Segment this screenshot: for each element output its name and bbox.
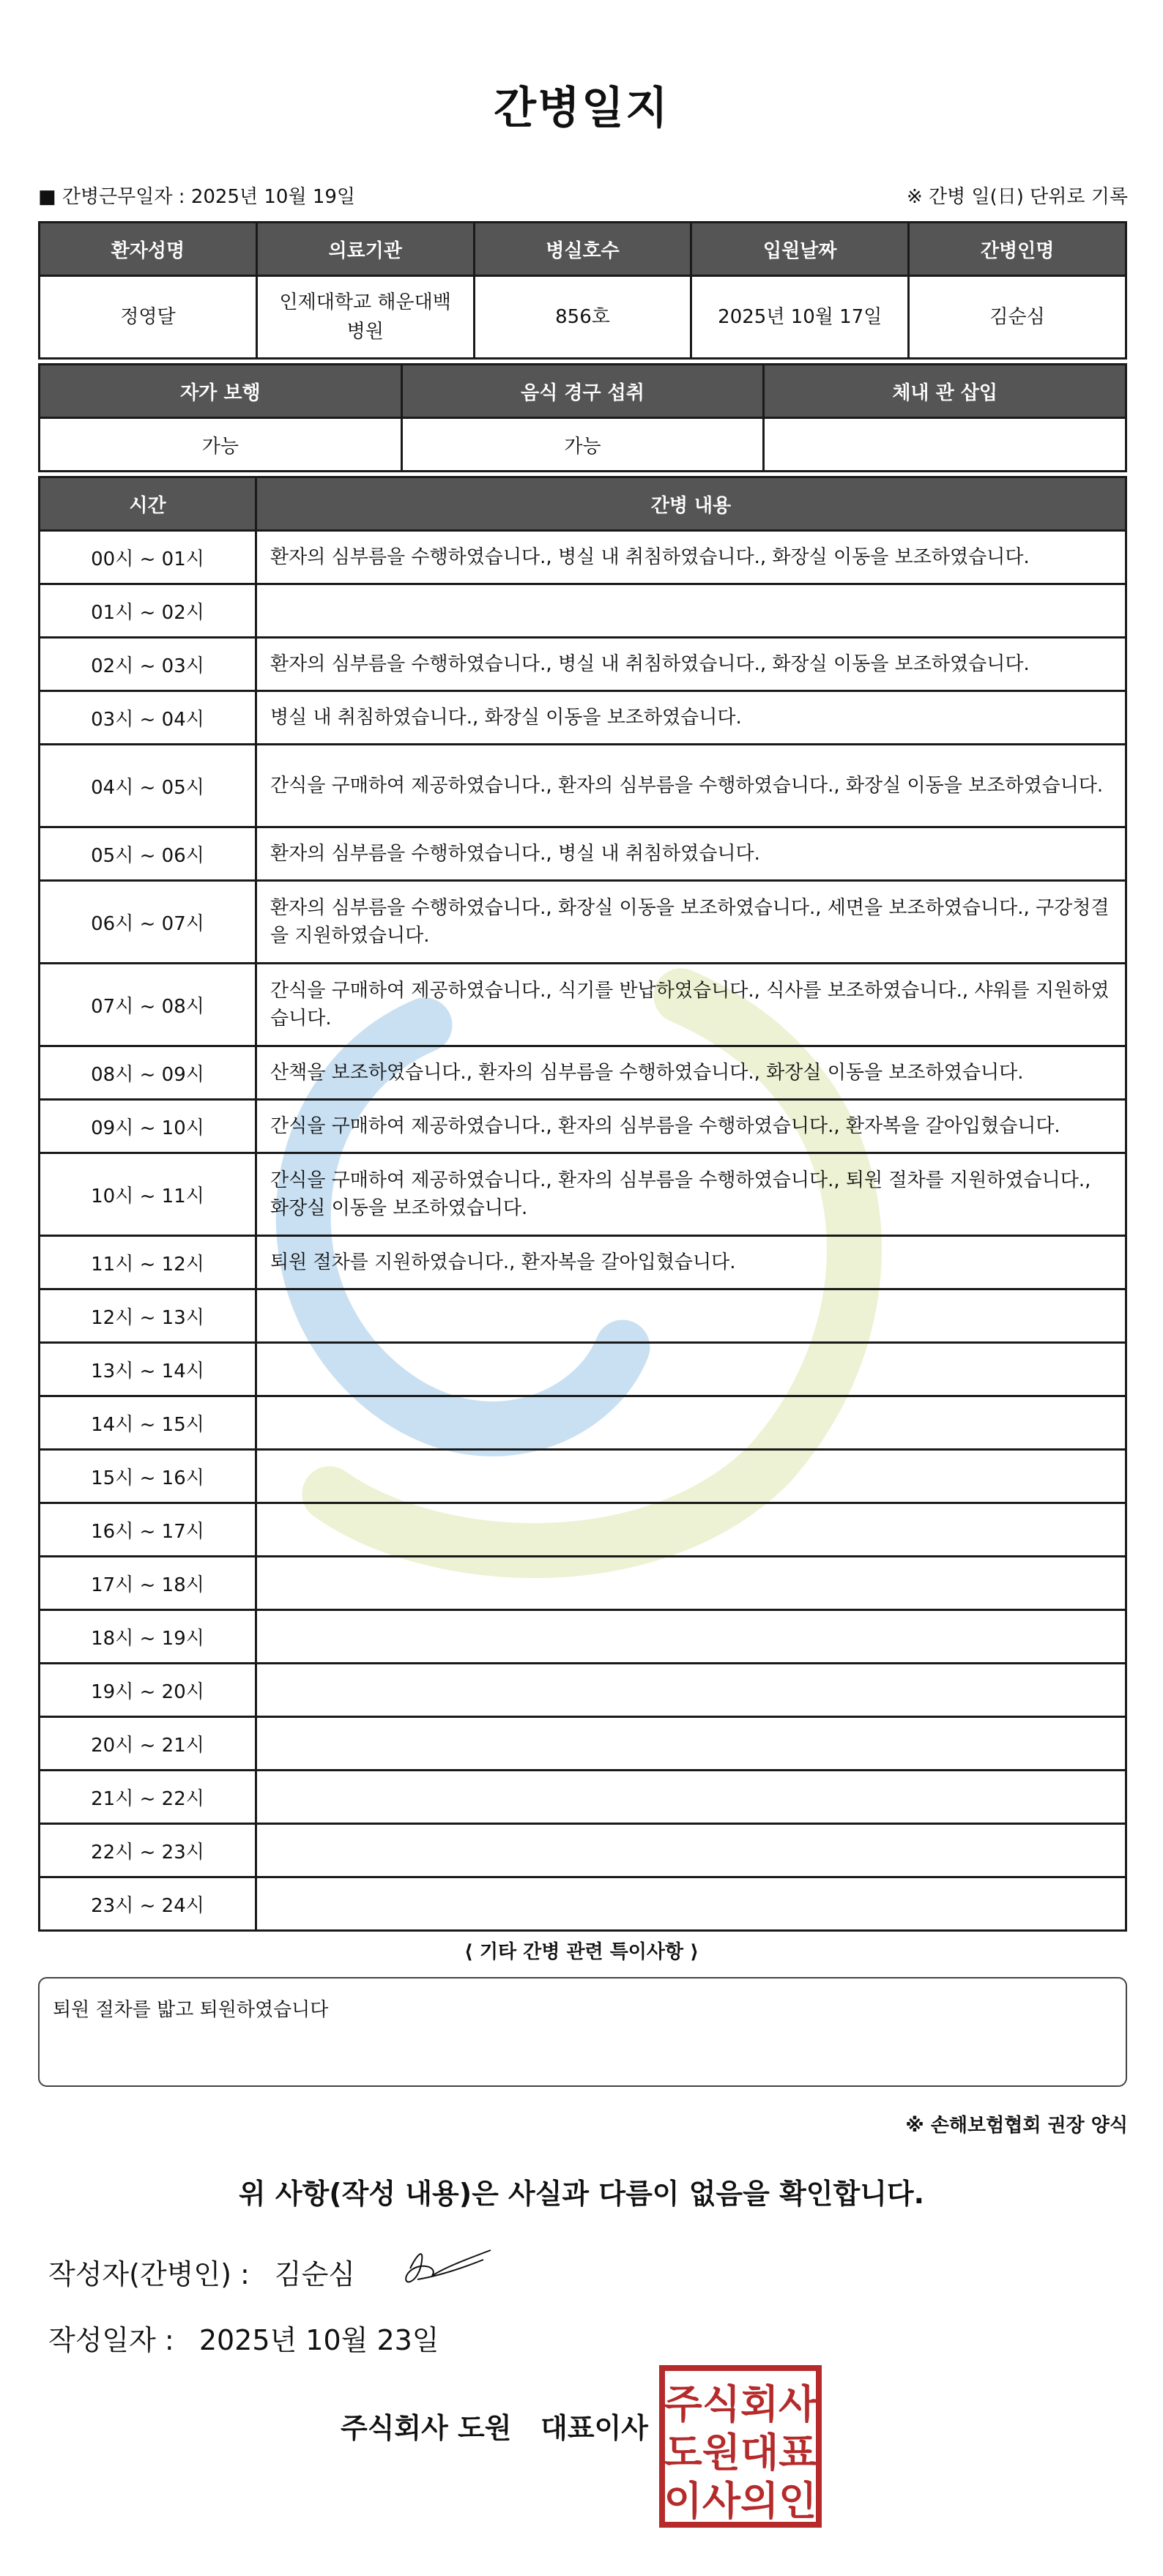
- patient-status-table: [38, 363, 1127, 472]
- care-log-time: 09시 ~ 10시: [40, 1100, 256, 1153]
- care-log-content: [256, 1396, 1126, 1450]
- care-log-row: [40, 1153, 1126, 1236]
- care-log-content: [256, 1503, 1126, 1557]
- signature: [388, 2239, 498, 2290]
- care-log-time: 07시 ~ 08시: [40, 964, 256, 1046]
- care-log-time: 04시 ~ 05시: [40, 745, 256, 827]
- care-log-row: [40, 1557, 1126, 1610]
- care-log-row: [40, 1771, 1126, 1824]
- header-admission-date: 입원날짜: [691, 223, 909, 276]
- care-log-content: 환자의 심부름을 수행하였습니다., 화장실 이동을 보조하였습니다., 세면을 보조하였습니다., 구강청결을 지원하였습니다.: [256, 881, 1126, 964]
- company-signature-line: 주식회사 도원 대표이사: [341, 2412, 648, 2444]
- care-log-content: 산책을 보조하였습니다., 환자의 심부름을 수행하였습니다., 화장실 이동을 보조하였습니다.: [256, 1046, 1126, 1100]
- header-time: 시간: [40, 477, 256, 531]
- confirmation-statement: 위 사항(작성 내용)은 사실과 다름이 없음을 확인합니다.: [238, 2178, 925, 2210]
- special-notes-content: 퇴원 절차를 밟고 퇴원하였습니다: [53, 1999, 329, 2021]
- status-value-row: [40, 418, 1126, 472]
- care-log-content: 환자의 심부름을 수행하였습니다., 병실 내 취침하였습니다., 화장실 이동을 보조하였습니다.: [256, 531, 1126, 584]
- care-log-time: 17시 ~ 18시: [40, 1557, 256, 1610]
- status-header-row: [40, 365, 1126, 418]
- care-log-content: [256, 1771, 1126, 1824]
- care-log-time: 06시 ~ 07시: [40, 881, 256, 964]
- care-log-row: [40, 1503, 1126, 1557]
- care-log-time: 20시 ~ 21시: [40, 1717, 256, 1771]
- svg-text:도원대표: 도원대표: [664, 2430, 817, 2476]
- value-room-number: 856호: [474, 276, 691, 359]
- value-self-walking: 가능: [40, 418, 402, 472]
- care-log-content: 환자의 심부름을 수행하였습니다., 병실 내 취침하였습니다.: [256, 827, 1126, 881]
- care-log-content: [256, 1289, 1126, 1343]
- written-date-line: [48, 2318, 439, 2358]
- care-work-date: ■ 간병근무일자 : 2025년 10월 19일: [38, 186, 356, 208]
- care-log-content: 병실 내 취침하였습니다., 화장실 이동을 보조하였습니다.: [256, 691, 1126, 745]
- care-log-content: 퇴원 절차를 지원하였습니다., 환자복을 갈아입혔습니다.: [256, 1236, 1126, 1289]
- care-log-time: 11시 ~ 12시: [40, 1236, 256, 1289]
- care-log-content: [256, 1343, 1126, 1396]
- header-hospital: 의료기관: [256, 223, 474, 276]
- care-log-content: [256, 1717, 1126, 1771]
- care-log-row: [40, 881, 1126, 964]
- care-log-time: 18시 ~ 19시: [40, 1610, 256, 1664]
- care-log-time: 22시 ~ 23시: [40, 1824, 256, 1877]
- care-log-row: [40, 1450, 1126, 1503]
- document-title: 간병일지: [494, 83, 669, 134]
- header-caregiver-name: 간병인명: [909, 223, 1126, 276]
- care-log-time: 10시 ~ 11시: [40, 1153, 256, 1236]
- value-hospital: 인제대학교 해운대백병원: [256, 276, 474, 359]
- care-log-content: 간식을 구매하여 제공하였습니다., 환자의 심부름을 수행하였습니다., 퇴원 절차를 지원하였습니다., 화장실 이동을 보조하였습니다.: [256, 1153, 1126, 1236]
- writer-label: 작성자(간병인) :: [48, 2258, 250, 2290]
- care-log-content: [256, 1450, 1126, 1503]
- writer-line: [48, 2252, 355, 2292]
- value-oral-intake: 가능: [401, 418, 764, 472]
- care-log-content: 환자의 심부름을 수행하였습니다., 병실 내 취침하였습니다., 화장실 이동을 보조하였습니다.: [256, 638, 1126, 691]
- care-log-row: [40, 1824, 1126, 1877]
- header-patient-name: 환자성명: [40, 223, 257, 276]
- care-log-content: 간식을 구매하여 제공하였습니다., 식기를 반납하였습니다., 식사를 보조하였습니다., 샤워를 지원하였습니다.: [256, 964, 1126, 1046]
- care-log-time: 21시 ~ 22시: [40, 1771, 256, 1824]
- care-log-time: 12시 ~ 13시: [40, 1289, 256, 1343]
- care-log-content: [256, 1610, 1126, 1664]
- care-log-row: [40, 1343, 1126, 1396]
- header-room-number: 병실호수: [474, 223, 691, 276]
- care-log-time: 19시 ~ 20시: [40, 1664, 256, 1717]
- care-log-content: [256, 584, 1126, 638]
- care-log-content: [256, 1664, 1126, 1717]
- care-log-time: 23시 ~ 24시: [40, 1877, 256, 1931]
- care-log-row: [40, 531, 1126, 584]
- care-log-row: [40, 1610, 1126, 1664]
- care-log-row: [40, 1664, 1126, 1717]
- value-tube-insertion: [764, 418, 1126, 472]
- company-seal: [659, 2365, 822, 2528]
- writer-name: 김순심: [274, 2258, 355, 2290]
- svg-text:이사의인: 이사의인: [664, 2478, 817, 2524]
- care-log-time: 08시 ~ 09시: [40, 1046, 256, 1100]
- header-care-content: 간병 내용: [256, 477, 1126, 531]
- special-notes-title: ⟨ 기타 간병 관련 특이사항 ⟩: [464, 1941, 699, 1963]
- care-log-row: [40, 1396, 1126, 1450]
- care-log-row: [40, 1717, 1126, 1771]
- care-log-time: 01시 ~ 02시: [40, 584, 256, 638]
- care-log-time: 15시 ~ 16시: [40, 1450, 256, 1503]
- care-log-rows: [40, 531, 1126, 1931]
- care-log-time: 03시 ~ 04시: [40, 691, 256, 745]
- care-log-time: 02시 ~ 03시: [40, 638, 256, 691]
- care-log-row: [40, 1236, 1126, 1289]
- care-log-time: 00시 ~ 01시: [40, 531, 256, 584]
- care-log-content: 간식을 구매하여 제공하였습니다., 환자의 심부름을 수행하였습니다., 환자복을 갈아입혔습니다.: [256, 1100, 1126, 1153]
- header-self-walking: 자가 보행: [40, 365, 402, 418]
- care-log-time: 05시 ~ 06시: [40, 827, 256, 881]
- header-oral-intake: 음식 경구 섭취: [401, 365, 764, 418]
- care-log-row: [40, 1100, 1126, 1153]
- written-date-label: 작성일자 :: [48, 2324, 174, 2356]
- care-log-time: 13시 ~ 14시: [40, 1343, 256, 1396]
- care-log-row: [40, 584, 1126, 638]
- patient-info-header-row: [40, 223, 1126, 276]
- care-log-table: [38, 476, 1127, 1932]
- care-log-row: [40, 827, 1126, 881]
- care-log-content: [256, 1824, 1126, 1877]
- value-patient-name: 정영달: [40, 276, 257, 359]
- care-log-time: 16시 ~ 17시: [40, 1503, 256, 1557]
- care-log-content: 간식을 구매하여 제공하였습니다., 환자의 심부름을 수행하였습니다., 화장실 이동을 보조하였습니다.: [256, 745, 1126, 827]
- svg-text:주식회사: 주식회사: [664, 2381, 817, 2427]
- value-caregiver-name: 김순심: [909, 276, 1126, 359]
- care-log-header-row: [40, 477, 1126, 531]
- care-log-row: [40, 638, 1126, 691]
- care-log-content: [256, 1877, 1126, 1931]
- patient-info-value-row: [40, 276, 1126, 359]
- recommended-form-note: ※ 손해보험협회 권장 양식: [905, 2115, 1128, 2137]
- special-notes-box: [38, 1977, 1127, 2087]
- written-date-value: 2025년 10월 23일: [198, 2324, 439, 2356]
- care-log-row: [40, 691, 1126, 745]
- care-log-row: [40, 1877, 1126, 1931]
- record-unit-note: ※ 간병 일(日) 단위로 기록: [906, 186, 1128, 208]
- care-log-row: [40, 1289, 1126, 1343]
- value-admission-date: 2025년 10월 17일: [691, 276, 909, 359]
- care-log-time: 14시 ~ 15시: [40, 1396, 256, 1450]
- care-log-row: [40, 745, 1126, 827]
- header-tube-insertion: 체내 관 삽입: [764, 365, 1126, 418]
- patient-info-table: [38, 221, 1127, 360]
- care-log-row: [40, 964, 1126, 1046]
- care-log-content: [256, 1557, 1126, 1610]
- care-log-row: [40, 1046, 1126, 1100]
